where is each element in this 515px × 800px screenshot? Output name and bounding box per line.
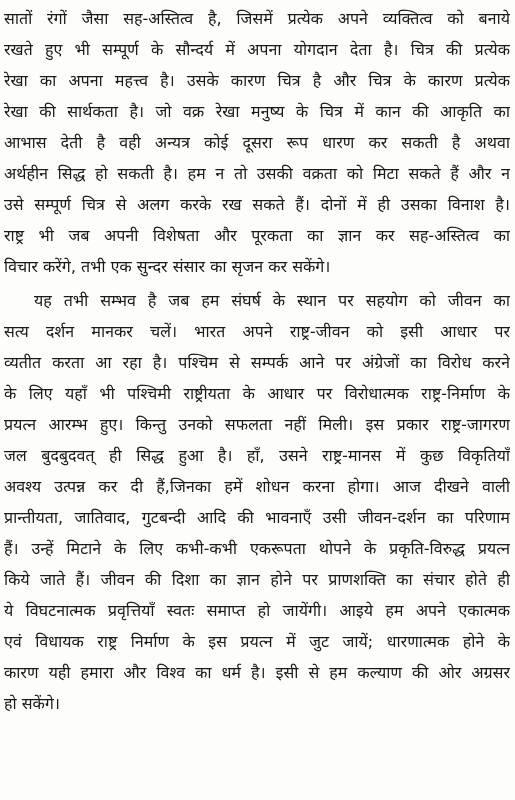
text-line: रेखा की सार्थकता है। जो वक्र रेखा मनुष्य के चित्र में कान की आकृति का bbox=[4, 102, 510, 121]
text-line: व्यतीत करता आ रहा है। पश्चिम से सम्पर्क आने पर अंग्रेजों का विरोध करने bbox=[4, 353, 510, 372]
text-line: कारण यही हमारा और विश्व का धर्म है। इसी से हम कल्याण की ओर अग्रसर bbox=[4, 663, 510, 682]
text-line: प्रान्तीयता, जातिवाद, गुटबन्दी आदि की भावनाएँ उसी जीवन-दर्शन का परिणाम bbox=[4, 508, 510, 527]
text-line: एवं विधायक राष्ट्र निर्माण के इस प्रयत्न में जुट जायें; धारणात्मक होने के bbox=[4, 632, 510, 651]
text-line: उसे सम्पूर्ण चित्र से अलग करके रख सकते हैं। दोनों में ही उसका विनाश है। bbox=[4, 195, 510, 214]
text-line: सातों रंगों जैसा सह-अस्तित्व है, जिसमें प्रत्येक अपने व्यक्तित्व को बनाये bbox=[4, 9, 510, 28]
text-line: आभास देती है वही अन्यत्र कोई दूसरा रूप धारण कर सकती है अथवा bbox=[4, 133, 510, 152]
text-line: सत्य दर्शन मानकर चलें। भारत अपने राष्ट्र-जीवन को इसी आधार पर bbox=[4, 322, 510, 341]
text-line: राष्ट्र भी जब अपनी विशेषता और पूरकता का ज्ञान कर सह-अस्तित्व का bbox=[4, 226, 510, 245]
text-line: रखते हुए भी सम्पूर्ण के सौन्दर्य में अपना योगदान देता है। चित्र की प्रत्येक bbox=[4, 40, 510, 59]
text-line: ये विघटनात्मक प्रवृत्तियाँ स्वतः समाप्त हो जायेंगी। आइये हम अपने एकात्मक bbox=[4, 601, 510, 620]
text-line: के लिए यहाँ भी पश्चिमी राष्ट्रीयता के आधार पर विरोधात्मक राष्ट्र-निर्माण के bbox=[4, 384, 510, 403]
text-line: जल बुदबुदवत् ही सिद्ध हुआ है। हाँ, उसने राष्ट्र-मानस में कुछ विकृतियाँ bbox=[4, 446, 510, 465]
text-line: हो सकेंगे। bbox=[4, 694, 60, 713]
text-line: रेखा का अपना महत्त्व है। उसके कारण चित्र है और चित्र के कारण प्रत्येक bbox=[4, 71, 510, 90]
text-line: किये जाते हैं। जीवन की दिशा का ज्ञान होने पर प्राणशक्ति का संचार होते ही bbox=[4, 570, 510, 589]
text-line: प्रयत्न आरम्भ हुए। किन्तु उनको सफलता नहीं मिली। इस प्रकार राष्ट्र-जागरण bbox=[4, 415, 510, 434]
text-line: अवश्य उत्पन्न कर दी हैं,जिनका हमें शोधन करना होगा। आज दीखने वाली bbox=[4, 477, 510, 496]
text-line: यह तभी सम्भव है जब हम संघर्ष के स्थान पर सहयोग को जीवन का bbox=[34, 291, 510, 310]
text-line: हैं। उन्हें मिटाने के लिए कभी-कभी एकरूपता थोपने के प्रकृति-विरुद्ध प्रयत्न bbox=[4, 539, 510, 558]
text-line: विचार करेंगे, तभी एक सुन्दर संसार का सृजन कर सकेंगे। bbox=[4, 257, 331, 276]
text-line: अर्थहीन सिद्ध हो सकती है। हम न तो उसकी वक्रता को मिटा सकते हैं और न bbox=[4, 164, 510, 183]
